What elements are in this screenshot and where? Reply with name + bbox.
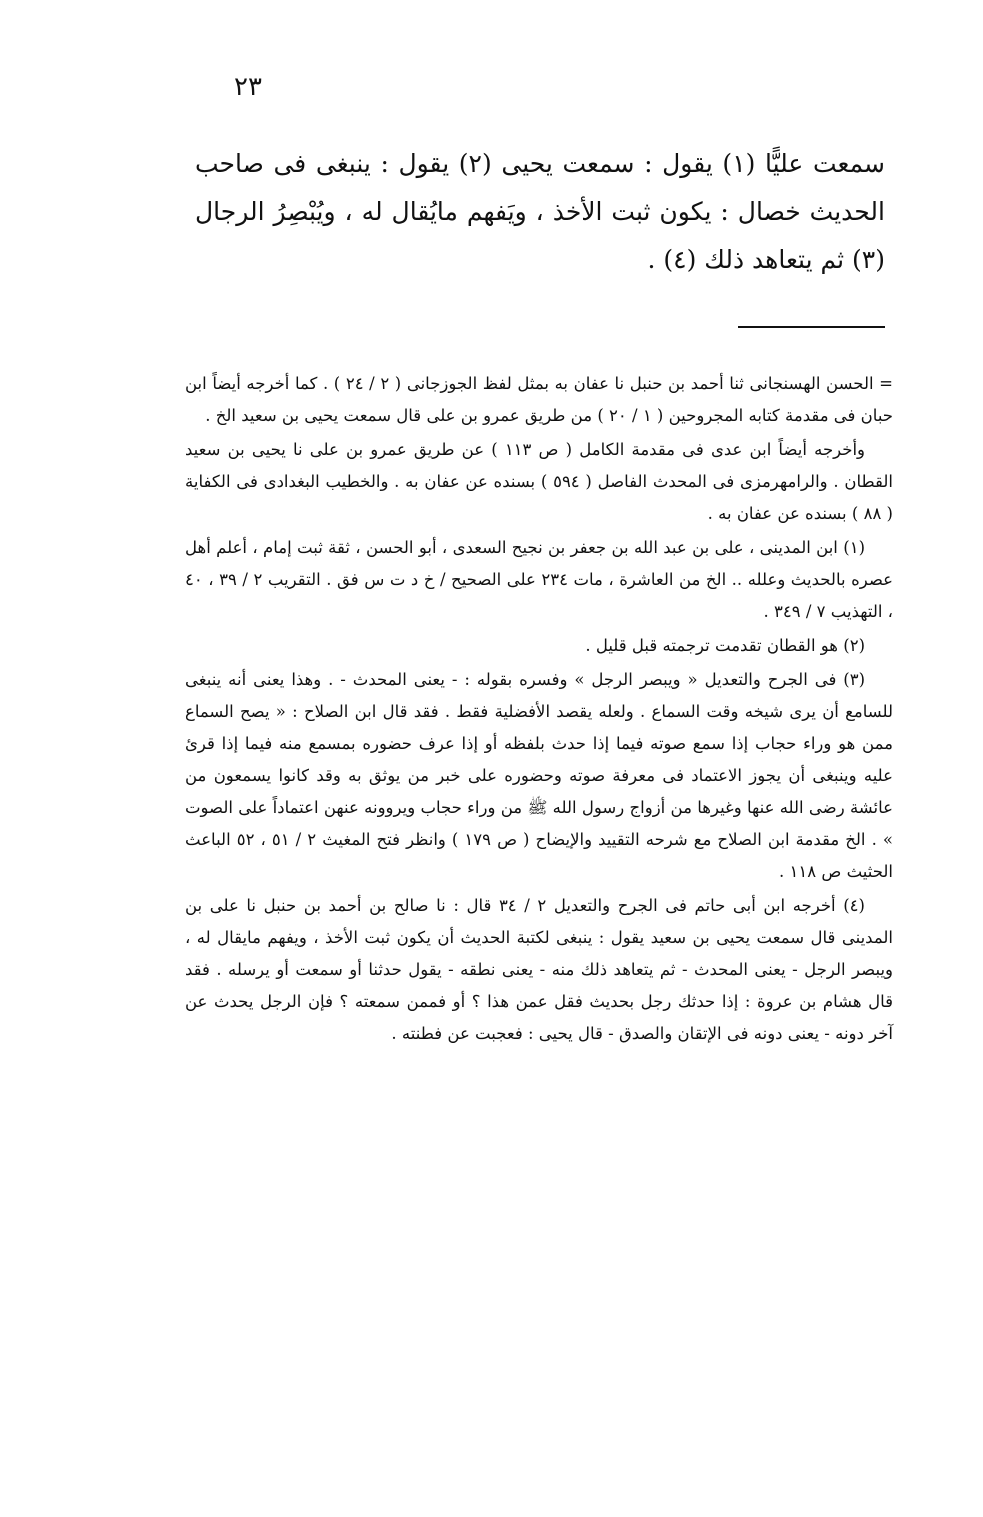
page-number: ٢٣ [234, 72, 262, 102]
main-text [195, 140, 885, 284]
footnote-3: (٣) فى الجرح والتعديل « ويبصر الرجل » وفسره بقوله : - يعنى المحدث - . وهذا يعنى أنه ينبغى للسامع أن يرى شيخه وقت السماع . ولعله يقصد الأفضلية فقط . فقد قال ابن الصلاح : « يصح السماع ممن هو وراء حجاب إذا سمع صوته فيما إذا حدث بلفظه أو إذا عرف حضوره بمسمع منه فيما إذا قرئ عليه وينبغى أن يجوز الاعتماد فى معرفة صوته وحضوره على خبر من يوثق به وقد كانوا يسمعون من عائشة رضى الله عنها وغيرها من أزواج رسول الله ﷺ من وراء حجاب ويروونه عنهن اعتماداً على الصوت » . الخ مقدمة ابن الصلاح مع شرحه التقييد والإيضاح ( ص ١٧٩ ) وانظر فتح المغيث ٢ / ٥١ ، ٥٢ الباعث الحثيث ص ١١٨ . [185, 670, 893, 881]
footnote-continuation-2: وأخرجه أيضاً ابن عدى فى مقدمة الكامل ( ص ١١٣ ) عن طريق عمرو بن على نا يحيى بن سعيد القطان . والرامهرمزى فى المحدث الفاصل ( ٥٩٤ ) بسنده عن عفان به . والخطيب البغدادى فى الكفاية ( ٨٨ ) بسنده عن عفان به . [185, 440, 893, 523]
main-paragraph: سمعت عليًّا (١) يقول : سمعت يحيى (٢) يقول : ينبغى فى صاحب الحديث خصال : يكون ثبت الأخذ ، ويَفهم مايُقال له ، ويُبْصِرُ الرجال (٣) ثم يتعاهد ذلك (٤) . [195, 149, 885, 274]
footnote-1: (١) ابن المدينى ، على بن عبد الله بن جعفر بن نجيح السعدى ، أبو الحسن ، ثقة ثبت إمام ، أعلم أهل عصره بالحديث وعلله .. الخ من العاشرة ، مات ٢٣٤ على الصحيح / خ د ت س فق . التقريب ٢ / ٣٩ ، ٤٠ ، التهذيب ٧ / ٣٤٩ . [185, 538, 893, 621]
footnote-4: (٤) أخرجه ابن أبى حاتم فى الجرح والتعديل ٢ / ٣٤ قال : نا صالح بن أحمد بن حنبل نا على بن المدينى قال سمعت يحيى بن سعيد يقول : ينبغى لكتبة الحديث أن يكون ثبت الأخذ ، ويفهم مايقال له ، ويبصر الرجل - يعنى المحدث - ثم يتعاهد ذلك منه - يعنى نطقه - يقول حدثنا أو سمعت أو يرسله . فقد قال هشام بن عروة : إذا حدثك رجل بحديث فقل عمن هذا ؟ أو فممن سمعته ؟ فإن الرجل يحدث عن آخر دونه - يعنى دونه فى الإتقان والصدق - قال يحيى : فعجبت عن فطنته . [185, 896, 893, 1043]
footnotes [185, 368, 893, 1052]
footnote-continuation: = الحسن الهسنجانى ثنا أحمد بن حنبل نا عفان به بمثل لفظ الجوزجانى ( ٢ / ٢٤ ) . كما أخرجه أيضاً ابن حبان فى مقدمة كتابه المجروحين ( ١ / ٢٠ ) من طريق عمرو بن على قال سمعت يحيى بن سعيد الخ . [185, 374, 893, 425]
footnote-separator [738, 326, 885, 328]
footnote-2: (٢) هو القطان تقدمت ترجمته قبل قليل . [585, 636, 865, 655]
